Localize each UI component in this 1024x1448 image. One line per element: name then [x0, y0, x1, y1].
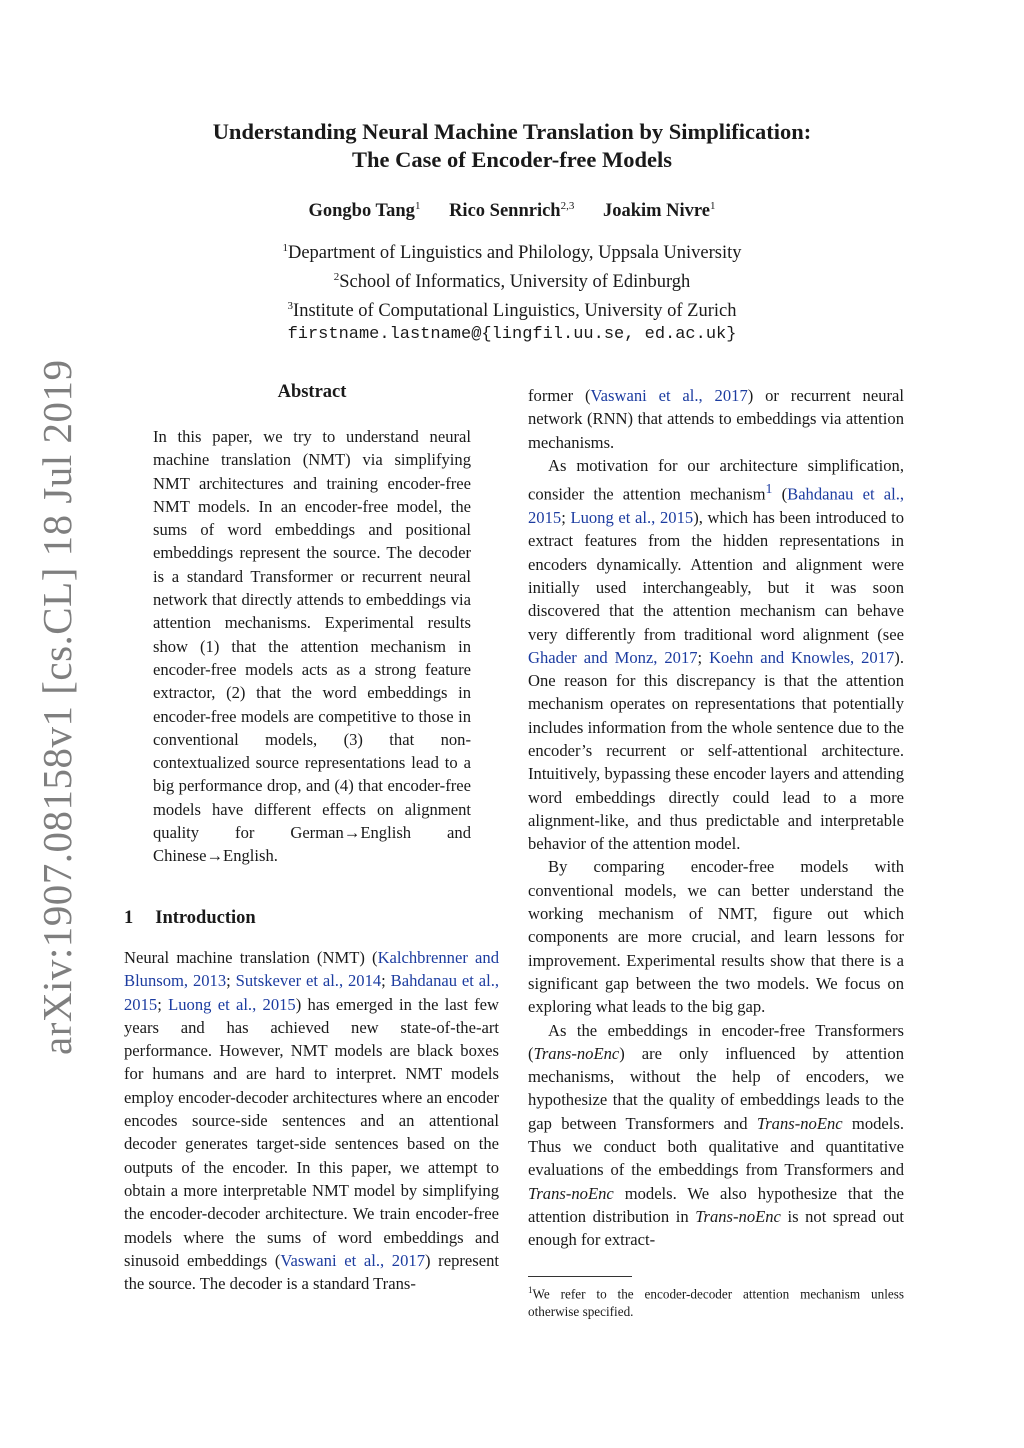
citation-link[interactable]: Ghader and Monz, 2017 — [528, 647, 698, 667]
paragraph: former (Vaswani et al., 2017) or recurrent neural network (RNN) that attends to embeddings via attention mechanisms. — [528, 386, 904, 452]
citation-link[interactable]: Vaswani et al., 2017 — [280, 1250, 425, 1270]
citation-link[interactable]: Bahdanau et al., 2015 — [124, 971, 500, 1014]
citation-link[interactable]: Bahdanau et al., 2015 — [528, 484, 904, 528]
intro-paragraph: Neural machine translation (NMT) (Kalchbrenner and Blunsom, 2013; Sutskever et al., 2014; Bahdanau et al., 2015; Luong et al., 2015) has emerged in the last few years and has achieved new state-of-the-art performance. However, NMT models are black boxes for humans and are hard to interpret. NMT models employ encoder-decoder architectures where an encoder encodes source-side sentences and an attentional decoder generates target-side sentences based on the outputs of the encoder. In this paper, we attempt to obtain a more interpretable NMT model by simplifying the encoder-decoder architecture. We train encoder-free models where the sums of word embeddings and sinusoid embeddings (Vaswani et al., 2017) represent the source. The decoder is a standard Trans- — [124, 948, 500, 1294]
citation-link[interactable]: Kalchbrenner and Blunsom, 2013 — [124, 948, 499, 991]
arxiv-stamp: arXiv:1907.08158v1 [cs.CL] 18 Jul 2019 — [34, 359, 80, 1055]
paragraph: As motivation for our architecture simplification, consider the attention mechanism$^1$ (Bahdanau et al., 2015; Luong et al., 2015), which has been introduced to extract features from the hidden representations in encoders dynamically. Attention and alignment were initially used interchangeably, but it was soon discovered that the attention mechanism can behave very differently from traditional word alignment (see Ghader and Monz, 2017; Koehn and Knowles, 2017). One reason for this discrepancy is that the attention mechanism operates on representations that potentially includes information from the whole sentence due to the encoder’s recurrent or self-attentional architecture. Intuitively, bypassing these encoder layers and attending word embeddings directly could lead to a more alignment-like, and thus predictable and interpretable behavior of the attention model. — [528, 455, 904, 854]
abstract-paragraph: In this paper, we try to understand neural machine translation (NMT) via simplifying NMT architectures and training encoder-free NMT models. In an encoder-free model, the sums of word embeddings and positional embeddings represent the source. The decoder is a standard Transformer or recurrent neural network that directly attends to embeddings via attention mechanisms. Experimental results show (1) that the attention mechanism in encoder-free models acts as a strong feature extractor, (2) that the word embeddings in encoder-free models are competitive to those in conventional models, (3) that non-contextualized source representations lead to a big performance drop, and (4) that encoder-free models have different effects on alignment quality for German→English and Chinese→English. — [153, 427, 471, 866]
paper-title — [0, 118, 1024, 174]
author: Rico Sennrich$^{2,3}$ — [449, 200, 575, 222]
right-column — [528, 384, 904, 1252]
abstract-heading: Abstract — [277, 382, 347, 402]
section-heading — [124, 908, 256, 929]
abstract-text — [153, 425, 471, 868]
intro-left-column — [124, 946, 499, 1295]
title-line-2: The Case of Encoder-free Models — [352, 147, 672, 172]
section-title: Introduction — [155, 908, 256, 928]
author-list — [0, 200, 1024, 222]
citation-link[interactable]: Koehn and Knowles, 2017 — [709, 647, 895, 667]
author: Gongbo Tang$^1$ — [308, 200, 421, 222]
footnote-number: 1 — [528, 1285, 533, 1295]
footnote-marker[interactable]: 1 — [765, 481, 773, 497]
email-address: firstname.lastname@{lingfil.uu.se, ed.ac.uk} — [287, 325, 737, 345]
footnote-text: We refer to the encoder-decoder attention mechanism unless otherwise specified. — [528, 1286, 904, 1320]
title-line-1: Understanding Neural Machine Translation by Simplification: — [212, 119, 812, 144]
affiliation: $^3$Institute of Computational Linguistics, University of Zurich — [287, 300, 737, 322]
affiliation: $^1$Department of Linguistics and Philology, Uppsala University — [282, 242, 742, 264]
affiliation: $^2$School of Informatics, University of Edinburgh — [333, 271, 691, 293]
citation-link[interactable]: Sutskever et al., 2014 — [235, 971, 382, 991]
paragraph: As the embeddings in encoder-free Transformers (Trans-noEnc) are only influenced by attention mechanisms, without the help of encoders, we hypothesize that the quality of embeddings leads to the gap between Transformers and Trans-noEnc models. Thus we conduct both qualitative and quantitative evaluations of the embeddings from Transformers and Trans-noEnc models. We also hypothesize that the attention distribution in Trans-noEnc is not spread out enough for extract- — [528, 1020, 904, 1250]
section-number: 1 — [124, 908, 134, 928]
affiliations — [0, 236, 1024, 347]
paragraph: By comparing encoder-free models with conventional models, we can better understand the working mechanism of NMT, figure out which components are more crucial, and learn lessons for improvement. Experimental results show that there is a significant gap between the two models. We focus on exploring what leads to the big gap. — [528, 857, 904, 1017]
citation-link[interactable]: Luong et al., 2015 — [570, 508, 694, 528]
author: Joakim Nivre$^1$ — [602, 200, 716, 222]
citation-link[interactable]: Luong et al., 2015 — [168, 994, 296, 1014]
footnote-rule — [528, 1276, 632, 1277]
citation-link[interactable]: Vaswani et al., 2017 — [590, 386, 748, 405]
footnote — [528, 1281, 904, 1321]
